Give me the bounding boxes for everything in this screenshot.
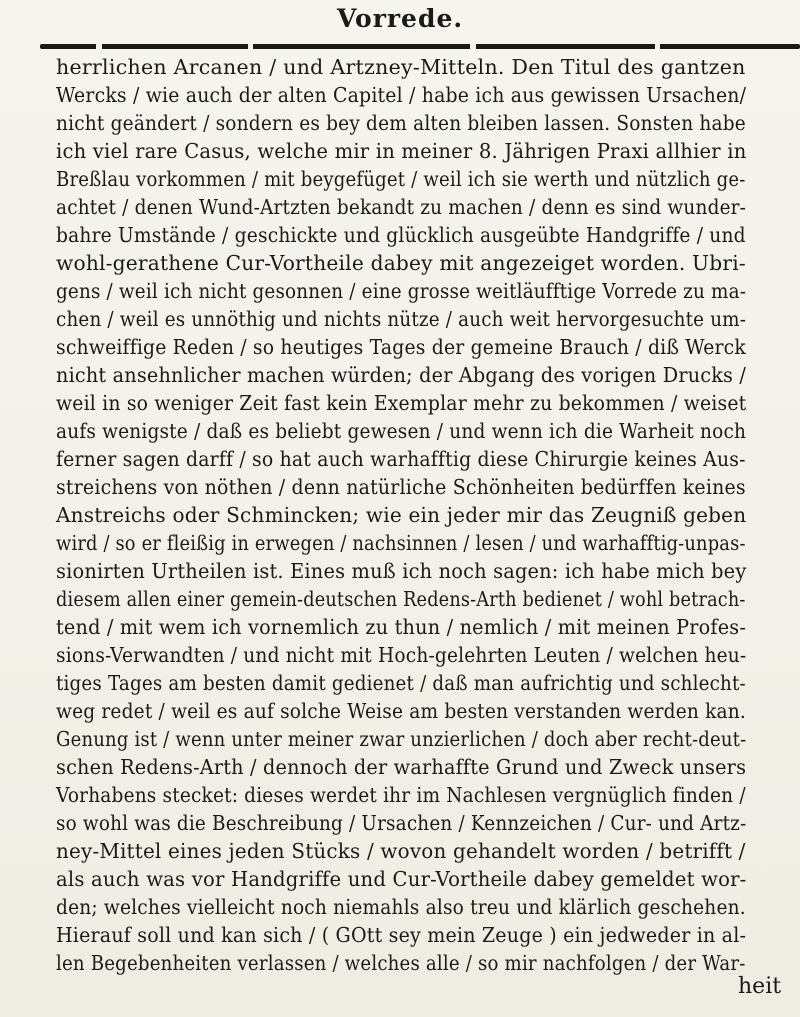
text-line: Anstreichs oder Schmincken; wie ein jeder mir das Zeugniß geben [56, 503, 747, 527]
text-line: weil in so weniger Zeit fast kein Exemplar mehr zu bekommen / weiset [56, 391, 747, 415]
rule-gap [96, 44, 102, 49]
text-line: chen / weil es unnöthig und nichts nütze / auch weit hervorgesuchte um- [56, 307, 747, 331]
text-line: ferner sagen darff / so hat auch warhafftig diese Chirurgie keines Aus- [56, 447, 746, 471]
text-line: so wohl was die Beschreibung / Ursachen / Kennzeichen / Cur- und Artz- [56, 811, 747, 835]
text-line: schen Redens-Arth / dennoch der warhaffte Grund und Zweck unsers [56, 755, 747, 779]
text-line: ich viel rare Casus, welche mir in meiner 8. Jährigen Praxi allhier in [56, 139, 747, 163]
text-line: streichens von nöthen / denn natürliche Schönheiten bedürffen keines [56, 475, 746, 499]
text-line: achtet / denen Wund-Artzten bekandt zu machen / denn es sind wunder- [56, 195, 747, 219]
text-line: Vorhabens stecket: dieses werdet ihr im Nachlesen vergnüglich finden / [56, 783, 746, 807]
text-line: herrlichen Arcanen / und Artzney-Mitteln. Den Titul des gantzen [56, 55, 746, 79]
rule-gap [470, 44, 476, 49]
text-line: schweiffige Reden / so heutiges Tages der gemeine Brauch / diß Werck [56, 335, 746, 359]
rule-gap [248, 44, 253, 49]
text-line: Wercks / wie auch der alten Capitel / habe ich aus gewissen Ursachen/ [56, 83, 747, 107]
text-line: tend / mit wem ich vornemlich zu thun / nemlich / mit meinen Profes- [56, 615, 747, 639]
text-line: gens / weil ich nicht gesonnen / eine grosse weitläufftige Vorrede zu ma- [56, 279, 747, 303]
text-line: weg redet / weil es auf solche Weise am besten verstanden werden kan. [56, 699, 747, 723]
text-line: ney-Mittel eines jeden Stücks / wovon gehandelt worden / betrifft / [56, 839, 746, 863]
text-line: aufs wenigste / daß es beliebt gewesen / und wenn ich die Warheit noch [56, 419, 747, 443]
header-rule [40, 44, 800, 49]
text-line: Breßlau vorkommen / mit beygefüget / weil ich sie werth und nützlich ge- [56, 167, 746, 191]
rule-gap [655, 44, 660, 49]
text-line: nicht geändert / sondern es bey dem alten bleiben lassen. Sonsten habe [56, 111, 746, 135]
text-line: Hierauf soll und kan sich / ( GOtt sey mein Zeuge ) ein jedweder in al- [56, 923, 747, 947]
text-line: als auch was vor Handgriffe und Cur-Vortheile dabey gemeldet wor- [56, 867, 747, 891]
text-line: sions-Verwandten / und nicht mit Hoch-gelehrten Leuten / welchen heu- [56, 643, 747, 667]
catchword: heit [738, 974, 782, 999]
text-line: den; welches vielleicht noch niemahls also treu und klärlich geschehen. [56, 895, 746, 919]
text-line: Genung ist / wenn unter meiner zwar unzierlichen / doch aber recht-deut- [56, 727, 747, 751]
text-line: tiges Tages am besten damit gedienet / daß man aufrichtig und schlecht- [56, 671, 746, 695]
text-line: wird / so er fleißig in erwegen / nachsinnen / lesen / und warhafftig-unpas- [56, 531, 746, 555]
text-line: nicht ansehnlicher machen würden; der Abgang des vorigen Drucks / [56, 363, 747, 387]
text-line: sionirten Urtheilen ist. Eines muß ich noch sagen: ich habe mich bey [56, 559, 747, 583]
text-line: len Begebenheiten verlassen / welches alle / so mir nachfolgen / der War- [56, 951, 746, 975]
text-line: bahre Umstände / geschickte und glücklich ausgeübte Handgriffe / und [56, 223, 746, 247]
text-line: diesem allen einer gemein-deutschen Redens-Arth bedienet / wohl betrach- [56, 587, 746, 611]
running-head: Vorrede. [336, 4, 464, 33]
text-line: wohl-gerathene Cur-Vortheile dabey mit angezeiget worden. Ubri- [56, 251, 746, 275]
